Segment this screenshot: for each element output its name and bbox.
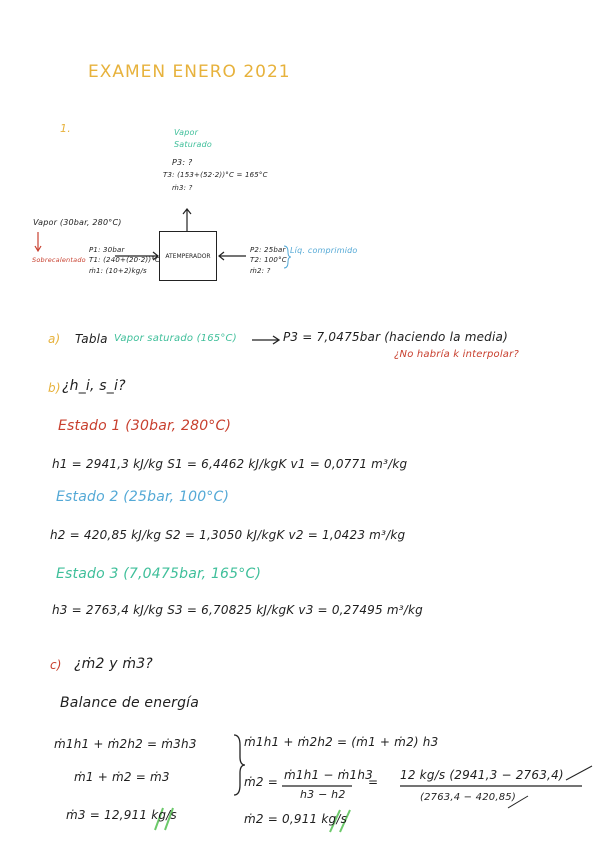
equation-combined: ṁ1h1 + ṁ2h2 = (ṁ1 + ṁ2) h3: [244, 735, 439, 749]
right-mass-flow: ṁ2: ?: [250, 267, 271, 275]
left-temperature: T1: (240+(20·2))°C: [89, 256, 161, 264]
right-temperature: T2: 100°C: [250, 256, 287, 264]
state1-values: h1 = 2941,3 kJ/kg S1 = 6,4462 kJ/kgK v1 = 0,0771 m³/kg: [52, 457, 408, 471]
part-a-text2: Vapor saturado (165°C): [114, 333, 237, 344]
left-pressure: P1: 30bar: [89, 246, 125, 254]
equation-m3-result: ṁ3 = 12,911 kg/s: [66, 808, 177, 822]
part-b-question: ¿h_i, s_i?: [62, 378, 126, 394]
left-mass-flow: ṁ1: (10+2)kg/s: [89, 267, 147, 275]
state3-values: h3 = 2763,4 kJ/kg S3 = 6,70825 kJ/kgK v3 = 0,27495 m³/kg: [52, 603, 423, 617]
left-state-tag: Sobrecalentado: [32, 256, 86, 264]
equation-m2-denominator: h3 − h2: [300, 788, 346, 801]
part-a-note: ¿No habría k interpolar?: [394, 349, 519, 360]
state3-title: Estado 3 (7,0475bar, 165°C): [56, 566, 262, 582]
state2-title: Estado 2 (25bar, 100°C): [56, 489, 230, 505]
equation-mass: ṁ1 + ṁ2 = ṁ3: [74, 770, 170, 784]
atemperador-label: ATEMPERADOR: [165, 252, 211, 260]
section-number: 1.: [60, 122, 71, 135]
equation-energy: ṁ1h1 + ṁ2h2 = ṁ3h3: [54, 737, 197, 751]
equation-m2-numerator: ṁ1h1 − ṁ1h3: [284, 768, 374, 782]
equation-m2-result: ṁ2 = 0,911 kg/s: [244, 812, 348, 826]
page-title: EXAMEN ENERO 2021: [88, 62, 291, 82]
part-a-text1: Tabla: [75, 332, 108, 346]
right-state-label: Líq. comprimido: [290, 246, 358, 255]
top-state-label: Vapor Saturado: [174, 128, 212, 149]
part-b-label: b): [48, 381, 61, 395]
equation-m2-denominator-values: (2763,4 − 420,85): [420, 792, 516, 803]
right-pressure: P2: 25bar: [250, 246, 286, 254]
left-state-label: Vapor (30bar, 280°C): [33, 218, 122, 227]
equation-m2-left: ṁ2 =: [244, 775, 278, 789]
balance-title: Balance de energía: [60, 695, 200, 711]
top-temperature: T3: (153+(52·2))°C = 165°C: [163, 171, 268, 179]
equals-sign: =: [368, 775, 379, 789]
part-a-label: a): [48, 332, 61, 346]
part-a-result: P3 = 7,0475bar (haciendo la media): [283, 330, 508, 344]
state1-title: Estado 1 (30bar, 280°C): [58, 418, 232, 434]
part-c-question: ¿ṁ2 y ṁ3?: [74, 656, 153, 672]
top-mass-flow: ṁ3: ?: [172, 184, 193, 192]
state2-values: h2 = 420,85 kJ/kg S2 = 1,3050 kJ/kgK v2 = 1,0423 m³/kg: [50, 528, 406, 542]
equation-m2-numerator-values: 12 kg/s (2941,3 − 2763,4): [400, 768, 564, 782]
top-pressure: P3: ?: [172, 158, 193, 167]
part-c-label: c): [50, 658, 62, 672]
blue-bracket: [284, 246, 291, 268]
unit-strike-1: [566, 766, 592, 780]
